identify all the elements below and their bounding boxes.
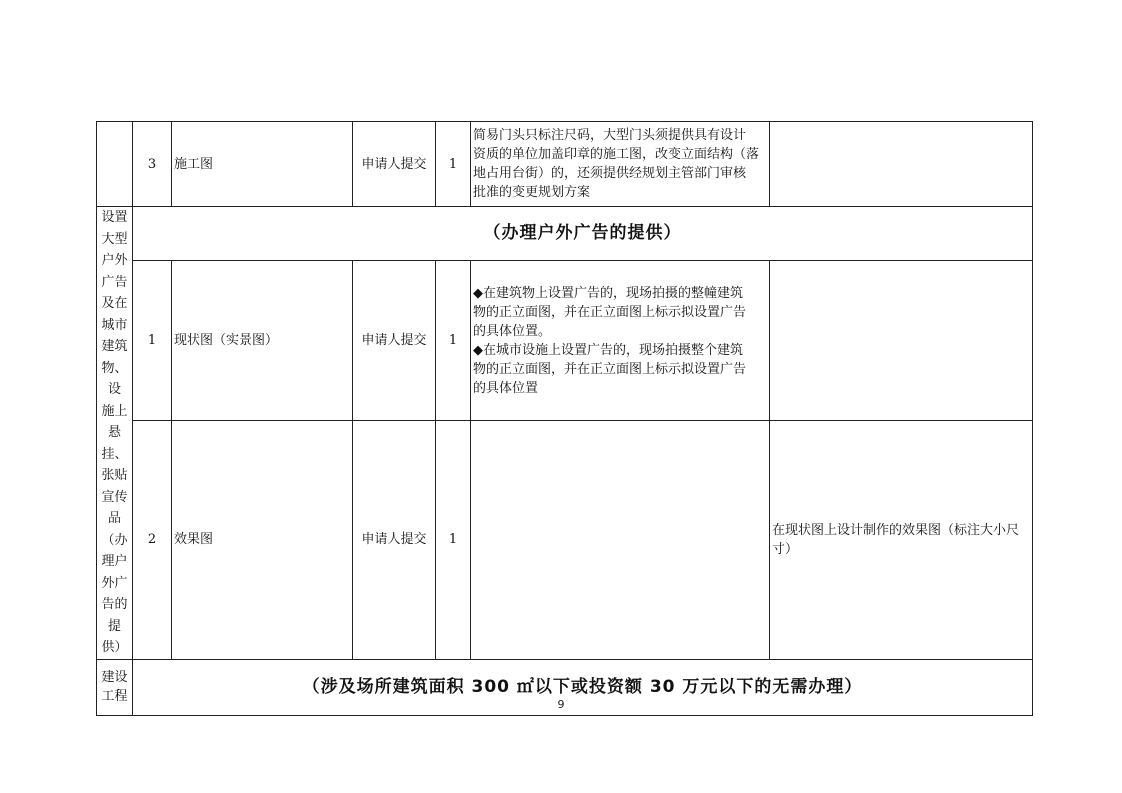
copies-count: 1: [436, 260, 471, 420]
table-row: [97, 260, 1033, 420]
category-cell-empty: [97, 122, 133, 207]
section-title-construction: （涉及场所建筑面积 300 ㎡以下或投资额 30 万元以下的无需办理）: [133, 659, 1033, 715]
category-label-line: 大型: [101, 231, 128, 247]
category-label-line: 告的: [101, 597, 128, 612]
category-label-line: 悬挂、: [101, 425, 128, 462]
copies-count: 1: [436, 421, 471, 659]
requirements-line: 资质的单位加盖印章的施工图，改变立面结构（落: [473, 147, 760, 162]
requirements-line: 的具体位置: [473, 380, 539, 396]
requirements-cell: [471, 260, 770, 420]
materials-table: [96, 121, 1033, 716]
note-cell: [770, 260, 1033, 420]
requirements-line: 批准的变更规划方案: [473, 185, 591, 200]
category-label-line: 建筑: [101, 339, 128, 354]
page-number: 9: [557, 698, 565, 711]
requirements-cell: [471, 421, 770, 659]
requirements-line: 地占用台街）的，还须提供经规划主管部门审核: [473, 166, 747, 181]
table-row: [97, 122, 1033, 207]
material-name: 现状图（实景图）: [172, 260, 353, 420]
note-cell: [770, 421, 1033, 659]
row-index: 2: [133, 421, 172, 659]
requirements-line: 的具体位置。: [473, 323, 552, 339]
copies-count: 1: [436, 122, 471, 207]
category-label-line: 物、设: [101, 360, 128, 397]
category-label-line: 广告: [101, 274, 128, 290]
requirements-line: ◆在建筑物上设置广告的，现场拍摄的整幢建筑: [473, 285, 743, 301]
row-index: 1: [133, 260, 172, 420]
row-index: 3: [133, 122, 172, 207]
requirements-line: 物的正立面图，并在正立面图上标示拟设置广告: [473, 361, 747, 377]
category-label-line: 外广: [101, 575, 128, 591]
note-cell: [770, 122, 1033, 207]
category-label-line: 建设: [101, 670, 128, 685]
material-source: 申请人提交: [353, 122, 436, 207]
category-label-ad: [97, 207, 133, 660]
requirements-line: 简易门头只标注尺码，大型门头须提供具有设计: [473, 128, 747, 143]
material-source: 申请人提交: [353, 260, 436, 420]
category-label-line: 理户: [101, 554, 128, 569]
category-label-line: 设置: [101, 210, 128, 225]
category-label-line: 品（办: [101, 511, 128, 548]
category-label-line: 施上: [101, 403, 128, 419]
section-header-row: [97, 207, 1033, 261]
table-row: [97, 421, 1033, 659]
category-label-line: 工程: [101, 689, 128, 704]
requirements-cell: [471, 122, 770, 207]
requirements-line: ◆在城市设施上设置广告的，现场拍摄整个建筑: [473, 342, 743, 358]
note-line: 在现状图上设计制作的效果图（标注大小尺: [772, 522, 1020, 538]
requirements-line: 物的正立面图，并在正立面图上标示拟设置广告: [473, 304, 747, 320]
category-label-line: 户外: [101, 253, 128, 268]
category-label-line: 及在: [101, 296, 128, 311]
category-label-line: 城市: [101, 317, 128, 333]
material-name: 施工图: [172, 122, 353, 207]
category-label-line: 提供）: [101, 618, 128, 655]
material-name: 效果图: [172, 421, 353, 659]
category-label-line: 张贴: [101, 468, 128, 483]
category-label-line: 宣传: [101, 489, 128, 505]
material-source: 申请人提交: [353, 421, 436, 659]
note-line: 寸）: [772, 541, 799, 557]
section-title-ad: （办理户外广告的提供）: [133, 207, 1033, 261]
